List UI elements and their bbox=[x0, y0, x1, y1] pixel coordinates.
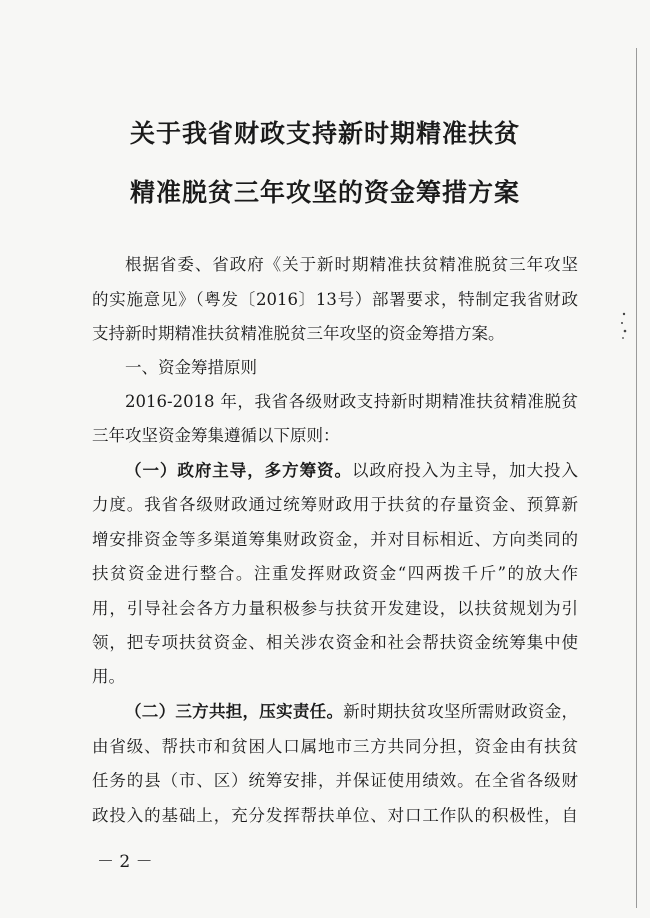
paragraph-line: 扶贫资金进行整合。注重发挥财政资金“四两拨千斤”的放大作 bbox=[92, 564, 578, 583]
item-1-text: 以政府投入为主导，加大投入 bbox=[351, 461, 579, 480]
paragraph-line: 领，把专项扶贫资金、相关涉农资金和社会帮扶资金统筹集中使 bbox=[92, 633, 578, 652]
item-2-text: 新时期扶贫攻坚所需财政资金， bbox=[343, 702, 579, 721]
paragraph-line: 支持新时期精准扶贫精准脱贫三年攻坚的资金筹措方案。 bbox=[92, 324, 505, 343]
paragraph-line: 任务的县（市、区）统筹安排，并保证使用绩效。在全省各级财 bbox=[92, 771, 578, 790]
paragraph-line: 用。 bbox=[92, 667, 125, 686]
paragraph-line: 由省级、帮扶市和贫困人口属地市三方共同分担，资金由有扶贫 bbox=[92, 737, 578, 756]
paragraph-line: 三年攻坚资金筹集遵循以下原则： bbox=[92, 426, 340, 445]
paragraph-line: 的实施意见》（粤发〔2016〕13号）部署要求，特制定我省财政 bbox=[92, 290, 578, 309]
paragraph-line: 增安排资金等多渠道筹集财政资金，并对目标相近、方向类同的 bbox=[92, 530, 578, 549]
scan-speck-marks bbox=[619, 311, 629, 341]
paragraph-line: 2016-2018 年，我省各级财政支持新时期精准扶贫精准脱贫 bbox=[125, 392, 578, 411]
section-heading: 一、资金筹措原则 bbox=[125, 358, 257, 377]
document-title-line-2: 精准脱贫三年攻坚的资金筹措方案 bbox=[129, 178, 520, 207]
item-2-lead: （二）三方共担，压实责任。 bbox=[125, 702, 344, 721]
page-number: － 2 － bbox=[97, 852, 153, 872]
item-1-lead: （一）政府主导，多方筹资。 bbox=[125, 461, 352, 480]
paragraph-line: 用，引导社会各方力量积极参与扶贫开发建设，以扶贫规划为引 bbox=[92, 599, 578, 618]
document-title-line-1: 关于我省财政支持新时期精准扶贫 bbox=[129, 119, 520, 148]
paragraph-line: 根据省委、省政府《关于新时期精准扶贫精准脱贫三年攻坚 bbox=[125, 255, 578, 274]
paragraph-line: 政投入的基础上，充分发挥帮扶单位、对口工作队的积极性，自 bbox=[92, 806, 578, 825]
item-1-first-line bbox=[92, 459, 578, 483]
item-2-first-line bbox=[92, 700, 578, 724]
paragraph-line: 力度。我省各级财政通过统筹财政用于扶贫的存量资金、预算新 bbox=[92, 495, 578, 514]
